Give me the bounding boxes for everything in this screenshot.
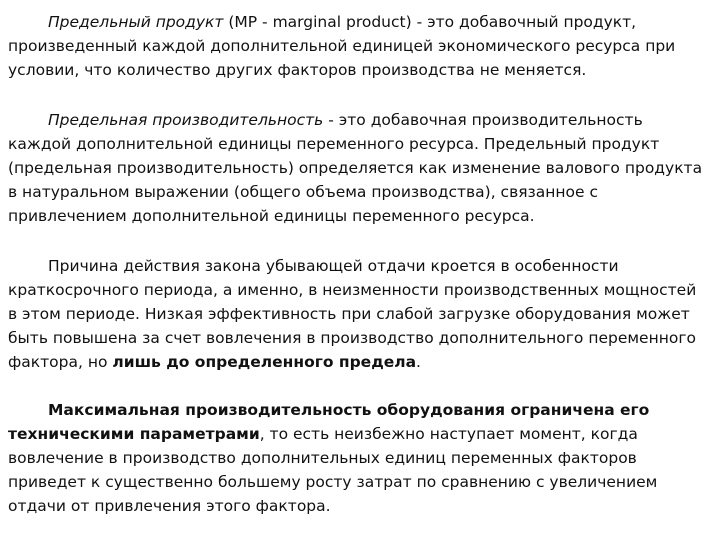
paragraph-max-productivity	[8, 398, 706, 518]
paragraph-diminishing-returns	[8, 254, 706, 374]
max-productivity-text: , то есть неизбежно наступает момент, когда вовлечение в производство дополнительных единиц переменных факторов приведет к существенно большему росту затрат по сравнению с увеличением отдачи от привлечения этого фактора.	[8, 425, 658, 515]
paragraph-marginal-product	[8, 10, 706, 82]
term-marginal-product: Предельный продукт	[48, 13, 224, 31]
max-productivity-emphasis: Максимальная производительность оборудования ограничена его техническими параметрами	[8, 401, 650, 443]
limit-emphasis: лишь до определенного предела	[112, 353, 417, 371]
diminishing-returns-end: .	[416, 353, 421, 371]
definition-marginal-product: (МР - marginal product) - это добавочный продукт, произведенный каждой дополнительной единицей экономического ресурса при условии, что количество других факторов производства не меняется.	[8, 13, 676, 79]
paragraph-marginal-productivity	[8, 108, 706, 228]
diminishing-returns-text: Причина действия закона убывающей отдачи кроется в особенности краткосрочного периода, а именно, в неизменности производственных мощностей в этом периоде. Низкая эффективность при слабой загрузке оборудования может быть повышена за счет вовлечения в производство дополнительного переменного фактора, но	[8, 257, 697, 371]
term-marginal-productivity: Предельная производительность	[48, 111, 324, 129]
definition-marginal-productivity: - это добавочная производительность каждой дополнительной единицы переменного ресурса. Предельный продукт (предельная производительность) определяется как изменение валового продукта в натуральном выражении (общего объема производства), связанное с привлечением дополнительной единицы переменного ресурса.	[8, 111, 703, 225]
